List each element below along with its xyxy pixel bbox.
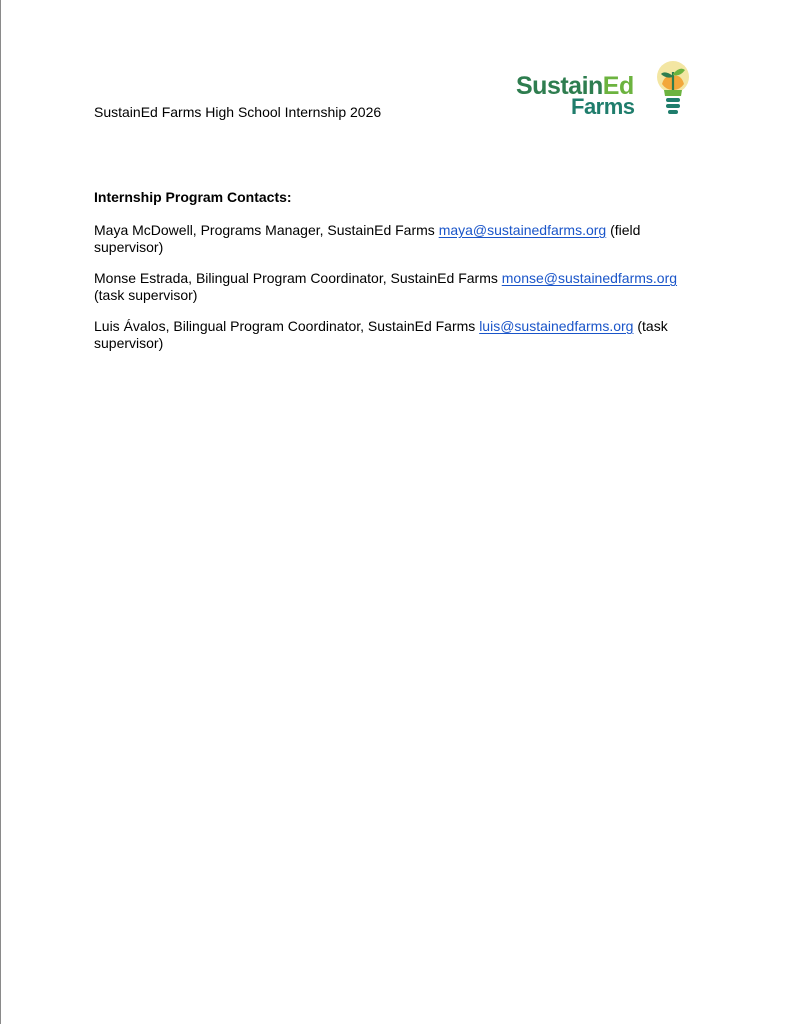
page-edge-divider [0,0,1,1024]
contact-name-title: Maya McDowell, Programs Manager, SustainEd Farms [94,222,435,238]
lightbulb-sprout-icon [653,60,693,122]
contact-role: (field supervisor) [94,222,641,255]
contact-paragraph [94,318,694,351]
contact-name-title: Luis Ávalos, Bilingual Program Coordinator, SustainEd Farms [94,318,476,334]
email-link[interactable]: luis@sustainedfarms.org [479,318,634,334]
contact-paragraph [94,222,694,255]
contacts-heading: Internship Program Contacts: [94,189,292,205]
logo-wordmark-farms: Farms [571,94,635,119]
sustained-farms-logo [515,60,695,122]
email-link[interactable]: maya@sustainedfarms.org [438,222,607,238]
contact-paragraph [94,270,694,303]
document-header-title: SustainEd Farms High School Internship 2026 [94,104,382,120]
contact-role: (task supervisor) [94,318,668,351]
logo-wordmark-sustain: Sustain [516,72,603,100]
email-link[interactable]: monse@sustainedfarms.org [501,270,678,286]
logo-wordmark-ed: Ed [602,72,634,100]
contact-name-title: Monse Estrada, Bilingual Program Coordinator, SustainEd Farms [94,270,498,286]
contact-role: (task supervisor) [94,286,198,303]
